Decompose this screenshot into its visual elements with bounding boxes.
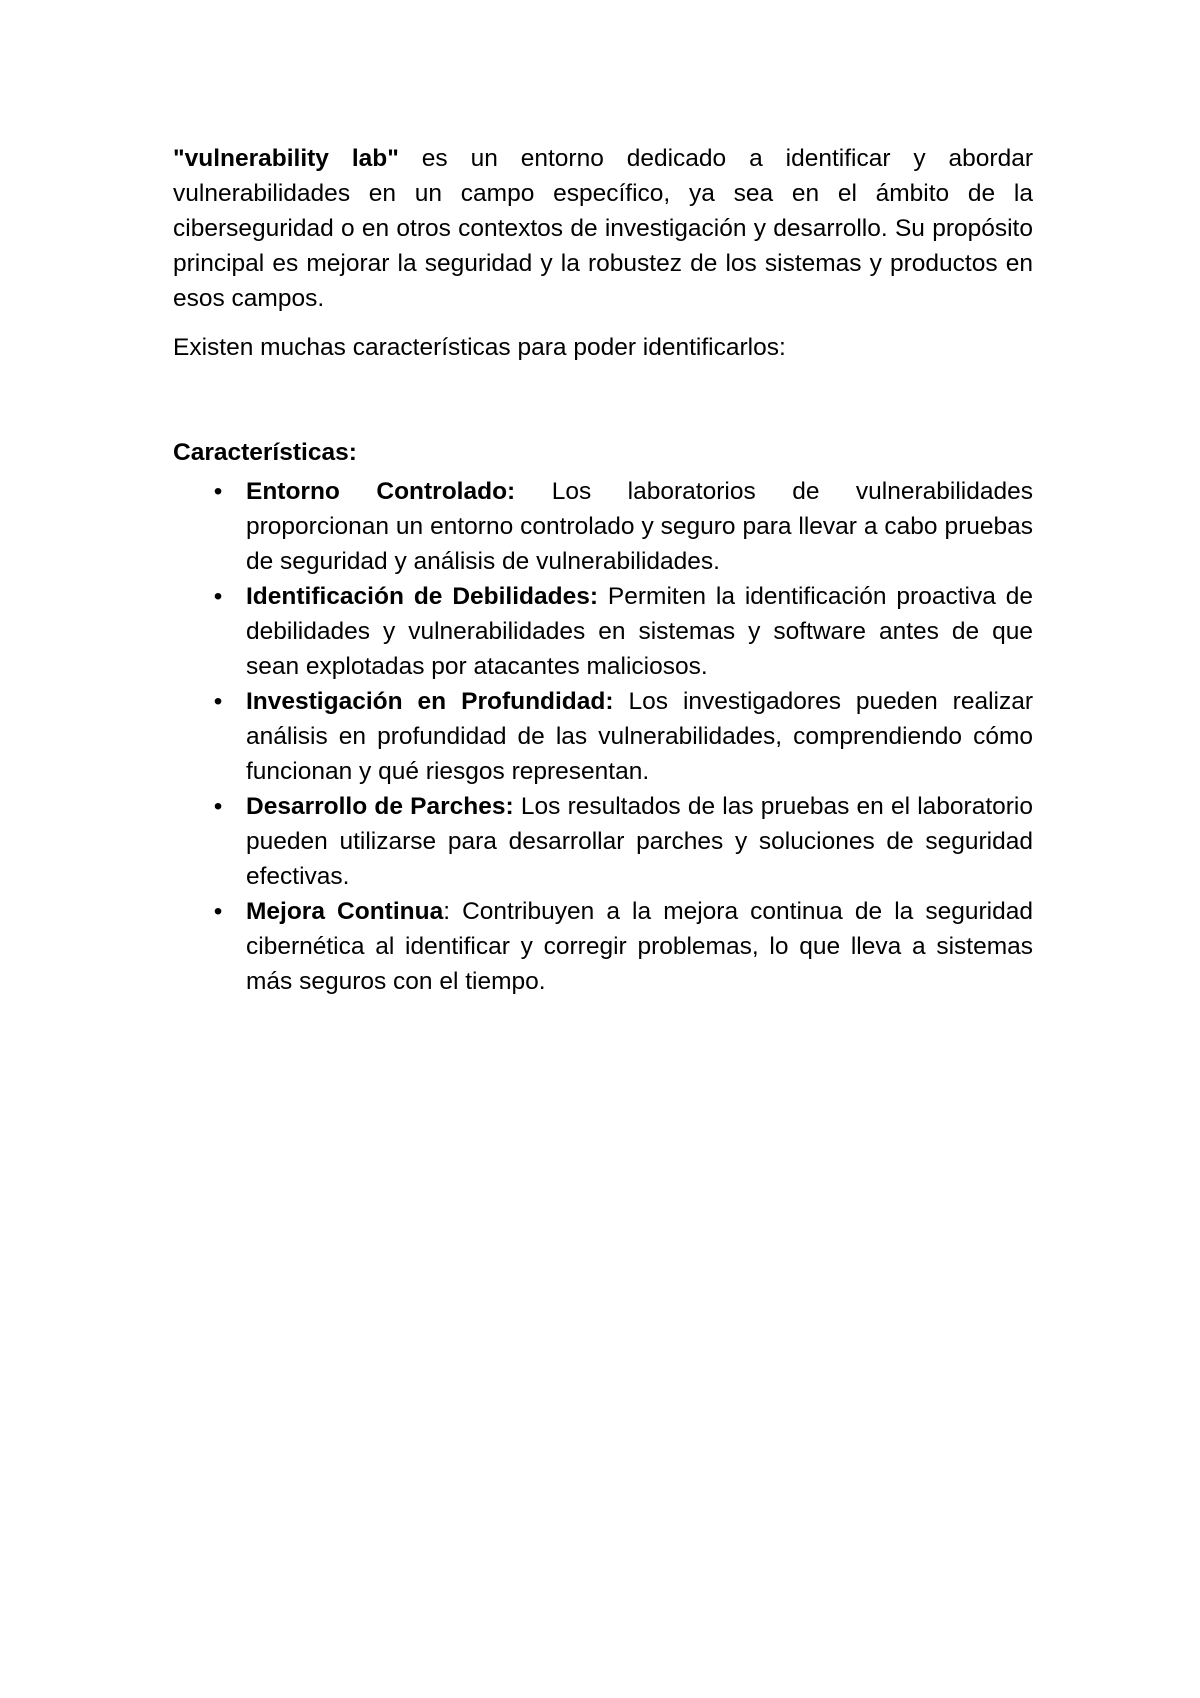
- bullet-icon: •: [213, 793, 223, 820]
- intro-text: es un entorno dedicado a identificar y abordar vulnerabilidades en un campo específico, ya sea en el ámbito de la ciberseguridad o en otros contextos de investigación y desarrollo. Su propósito principal es mejorar la seguridad y la robustez de los sistemas y productos en esos campos.: [173, 145, 1033, 312]
- item-text: : Contribuyen a la mejora continua de la seguridad cibernética al identificar y corregir problemas, lo que lleva a sistemas más seguros con el tiempo.: [246, 898, 1034, 995]
- item-text: Permiten la identificación proactiva de debilidades y vulnerabilidades en sistemas y software antes de que sean explotadas por atacantes maliciosos.: [246, 583, 1033, 680]
- list-item-investigacion-profundidad: [173, 684, 1033, 789]
- item-title: Mejora Continua: [246, 898, 444, 925]
- intro-term: "vulnerability lab": [173, 145, 399, 172]
- bullet-icon: •: [213, 583, 223, 610]
- characteristics-list: [173, 474, 1033, 999]
- list-item-mejora-continua: [173, 894, 1033, 999]
- list-item-desarrollo-parches: [173, 789, 1033, 894]
- bullet-icon: •: [213, 898, 223, 925]
- list-item-entorno-controlado: [173, 474, 1033, 579]
- item-text: Los resultados de las pruebas en el laboratorio pueden utilizarse para desarrollar parches y soluciones de seguridad efectivas.: [246, 793, 1033, 890]
- item-title: Entorno Controlado:: [246, 478, 516, 505]
- item-title: Investigación en Profundidad:: [246, 688, 614, 715]
- intro-paragraph: [173, 141, 1033, 316]
- document-page: [173, 141, 1033, 999]
- item-title: Desarrollo de Parches:: [246, 793, 514, 820]
- list-item-identificacion-debilidades: [173, 579, 1033, 684]
- bullet-icon: •: [213, 688, 223, 715]
- item-text: Los investigadores pueden realizar análisis en profundidad de las vulnerabilidades, comprendiendo cómo funcionan y qué riesgos representan.: [246, 688, 1033, 785]
- section-heading: Características:: [173, 439, 357, 466]
- bullet-icon: •: [213, 478, 223, 505]
- lead-in-paragraph: Existen muchas características para poder identificarlos:: [173, 334, 786, 361]
- item-title: Identificación de Debilidades:: [246, 583, 599, 610]
- item-text: Los laboratorios de vulnerabilidades proporcionan un entorno controlado y seguro para llevar a cabo pruebas de seguridad y análisis de vulnerabilidades.: [246, 478, 1033, 575]
